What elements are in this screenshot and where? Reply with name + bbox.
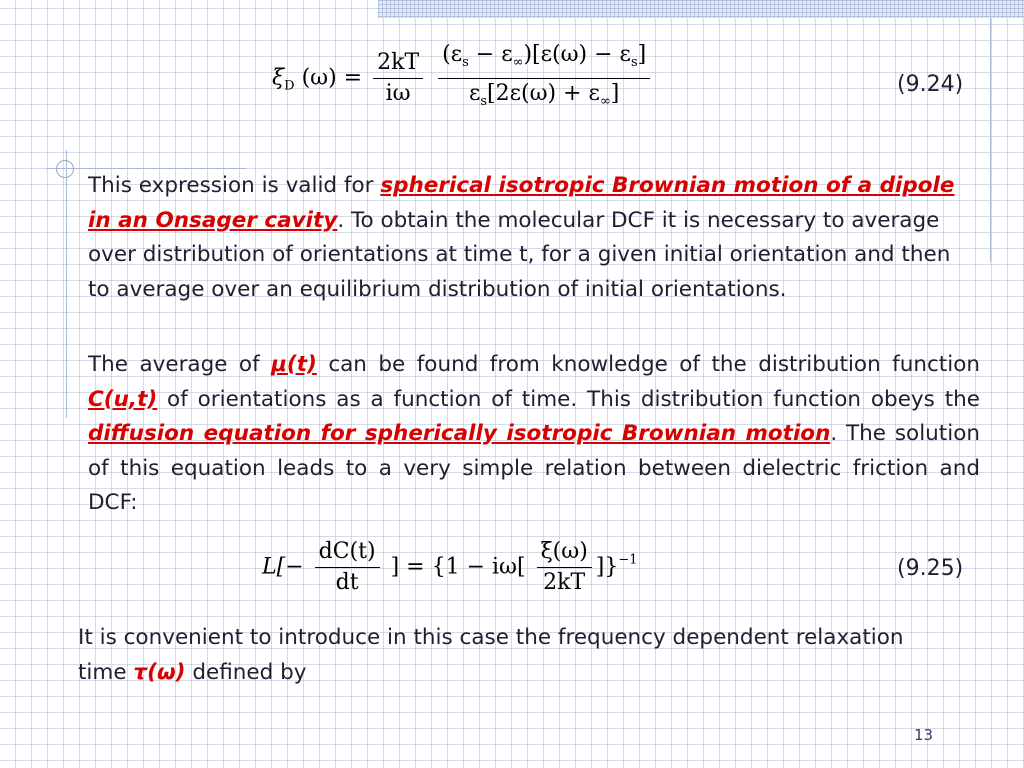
subscript-d: D	[284, 78, 295, 94]
slide-number: 13	[914, 726, 934, 744]
num-part: ]	[637, 42, 647, 67]
header-band	[378, 0, 1024, 18]
paragraph-text: of orientations as a function of time. This distribution function obeys the	[157, 386, 980, 412]
frame-left-line	[66, 150, 67, 418]
exponent-minus-one: −1	[618, 552, 638, 568]
numerator: dC(t)	[315, 537, 380, 568]
paragraph-text: It is convenient to introduce in this case the frequency dependent relaxation time	[78, 625, 904, 685]
paragraph-relaxation-time	[78, 621, 958, 690]
laplace-lhs: L[−	[262, 554, 304, 580]
paragraph-text: The average of	[88, 352, 272, 377]
den-part: ε	[468, 81, 481, 106]
den-part: ]	[610, 81, 620, 106]
equation-tail: ]}	[595, 554, 619, 580]
paragraph-text: defined by	[185, 659, 307, 685]
c-of-u-t: C(u,t)	[88, 386, 158, 412]
fraction-2kT-over-iomega	[373, 48, 423, 109]
num-part: (ε	[442, 42, 463, 67]
den-part: [2ε(ω) + ε	[487, 81, 600, 106]
frame-circle-ornament	[56, 160, 74, 178]
equation-9-24	[272, 40, 654, 117]
num-part: − ε	[468, 42, 513, 67]
equation-number-9-24: (9.24)	[897, 72, 964, 97]
highlight-brownian-motion: spherical isotropic Brownian motion of a dipole in an Onsager cavity	[88, 173, 955, 233]
fraction-epsilon	[438, 40, 650, 117]
mu-of-t: μ(t)	[271, 352, 317, 377]
paragraph-text: This expression is valid for	[88, 173, 381, 198]
numerator: 2kT	[373, 48, 423, 79]
paragraph-validity	[88, 169, 958, 307]
highlight-diffusion-equation: diffusion equation for spherically isotropic Brownian motion	[88, 421, 831, 446]
xi-symbol: ξ	[272, 65, 285, 91]
sub-s: s	[630, 55, 638, 70]
sub-infinity: ∞	[599, 94, 611, 109]
paragraph-text: . To obtain the molecular DCF it is necessary to average over distribution of orientations at time t, for a given initial orientation and then to average over an equilibrium distribution of initial orientations.	[88, 207, 951, 302]
num-part: )[ε(ω) − ε	[523, 42, 631, 67]
numerator	[438, 40, 650, 79]
equation-middle: ] = {1 − iω[	[390, 554, 526, 580]
denominator: dt	[335, 570, 359, 595]
equation-9-25	[262, 537, 638, 598]
sub-s: s	[462, 55, 469, 70]
tau-of-omega: τ(ω)	[133, 659, 186, 685]
numerator: ξ(ω)	[537, 537, 592, 568]
sub-infinity: ∞	[512, 55, 524, 70]
equation-number-9-25: (9.25)	[897, 556, 964, 581]
sub-s: s	[480, 94, 488, 109]
paragraph-distribution-function	[88, 348, 980, 521]
paragraph-text: can be found from knowledge of the distribution function	[316, 352, 980, 377]
fraction-dc-dt	[315, 537, 380, 598]
paragraph-text: . The solution of this equation leads to a very simple relation between dielectric friction and DCF:	[88, 421, 980, 515]
lhs-argument: (ω) =	[301, 65, 363, 91]
denominator: 2kT	[543, 570, 586, 595]
denominator	[438, 79, 650, 117]
frame-right-line	[990, 0, 991, 262]
fraction-xi-over-2kT	[537, 537, 592, 598]
denominator: iω	[385, 81, 411, 106]
